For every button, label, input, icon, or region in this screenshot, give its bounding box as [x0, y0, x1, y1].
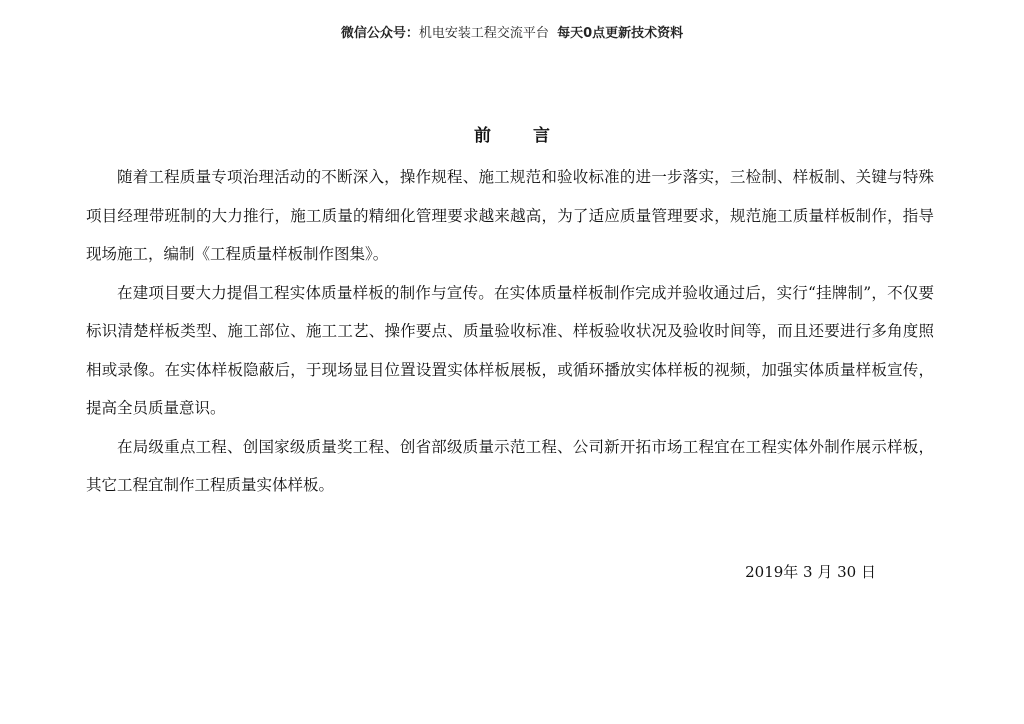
document-date: 2019年 3 月 30 日	[745, 563, 876, 581]
page-header	[0, 24, 1024, 44]
header-label: 微信公众号：	[340, 26, 419, 41]
header-slogan: 每天0点更新技术资料	[557, 26, 684, 41]
paragraph-3: 在局级重点工程、创国家级质量奖工程、创省部级质量示范工程、公司新开拓市场工程宜在工程实体外制作展示样板，其它工程宜制作工程质量实体样板。	[86, 437, 934, 494]
preface-body	[86, 158, 934, 505]
paragraph-1: 随着工程质量专项治理活动的不断深入，操作规程、施工规范和验收标准的进一步落实，三检制、样板制、关键与特殊项目经理带班制的大力推行，施工质量的精细化管理要求越来越高，为了适应质量管理要求，规范施工质量样板制作，指导现场施工，编制《工程质量样板制作图集》。	[86, 168, 934, 263]
paragraph-2: 在建项目要大力提倡工程实体质量样板的制作与宣传。在实体质量样板制作完成并验收通过后，实行“挂牌制”，不仅要标识清楚样板类型、施工部位、施工工艺、操作要点、质量验收标准、样板验收状况及验收时间等，而且还要进行多角度照相或录像。在实体样板隐蔽后，于现场显目位置设置实体样板展板，或循环播放实体样板的视频，加强实体质量样板宣传，提高全员质量意识。	[86, 283, 934, 417]
page-title: 前 言	[474, 126, 568, 146]
header-platform: 机电安装工程交流平台	[418, 26, 549, 41]
